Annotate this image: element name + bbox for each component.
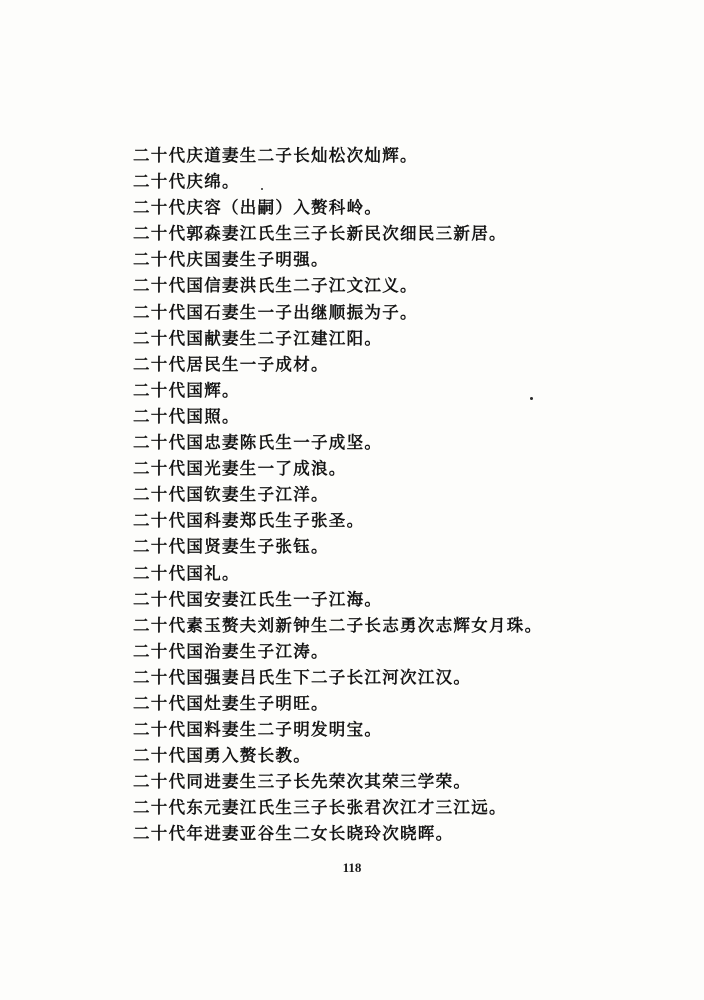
entry-line: 二十代庆绵。 [133,172,240,192]
entry-line: 二十代国钦妻生子江洋。 [133,485,329,505]
entry-line: 二十代国贤妻生子张钰。 [133,537,329,557]
scan-speck [261,188,263,190]
entry-line: 二十代国料妻生二子明发明宝。 [133,720,383,740]
entry-line: 二十代庆国妻生子明强。 [133,250,329,270]
entry-line: 二十代国信妻洪氏生二子江文江义。 [133,276,418,296]
entry-line: 二十代素玉赘夫刘新钟生二子长志勇次志辉女月珠。 [133,615,543,635]
entry-line: 二十代庆容（出嗣）入赘科岭。 [133,198,383,218]
entry-line: 二十代年进妻亚谷生二女长晓玲次晓晖。 [133,824,454,844]
entry-line: 二十代国献妻生二子江建江阳。 [133,328,383,348]
entry-line: 二十代国礼。 [133,563,240,583]
entry-line: 二十代国石妻生一子出继顺振为子。 [133,302,418,322]
scan-speck [530,397,533,400]
entry-line: 二十代庆道妻生二子长灿松次灿辉。 [133,146,418,165]
entry-line: 二十代国光妻生一了成浪。 [133,459,347,479]
entry-line: 二十代同进妻生三子长先荣次其荣三学荣。 [133,772,472,792]
entry-line: 二十代国照。 [133,406,240,426]
entry-line: 二十代东元妻江氏生三子长张君次江才三江远。 [133,798,507,818]
entry-line: 二十代国忠妻陈氏生一子成坚。 [133,433,383,453]
entry-line: 二十代国灶妻生子明旺。 [133,693,329,713]
genealogy-entries [133,143,542,848]
entry-line: 二十代国科妻郑氏生子张圣。 [133,511,365,531]
entry-line: 二十代国勇入赘长教。 [133,746,311,766]
entry-line: 二十代居民生一子成材。 [133,354,329,374]
entry-line: 二十代国安妻江氏生一子江海。 [133,589,383,609]
entry-line: 二十代国治妻生子江涛。 [133,641,329,661]
entry-line: 二十代国辉。 [133,380,240,400]
page-number: 118 [342,860,362,875]
entry-line: 二十代郭森妻江氏生三子长新民次细民三新居。 [133,224,507,244]
entry-line: 二十代国强妻吕氏生下二子长江河次江汉。 [133,667,472,687]
